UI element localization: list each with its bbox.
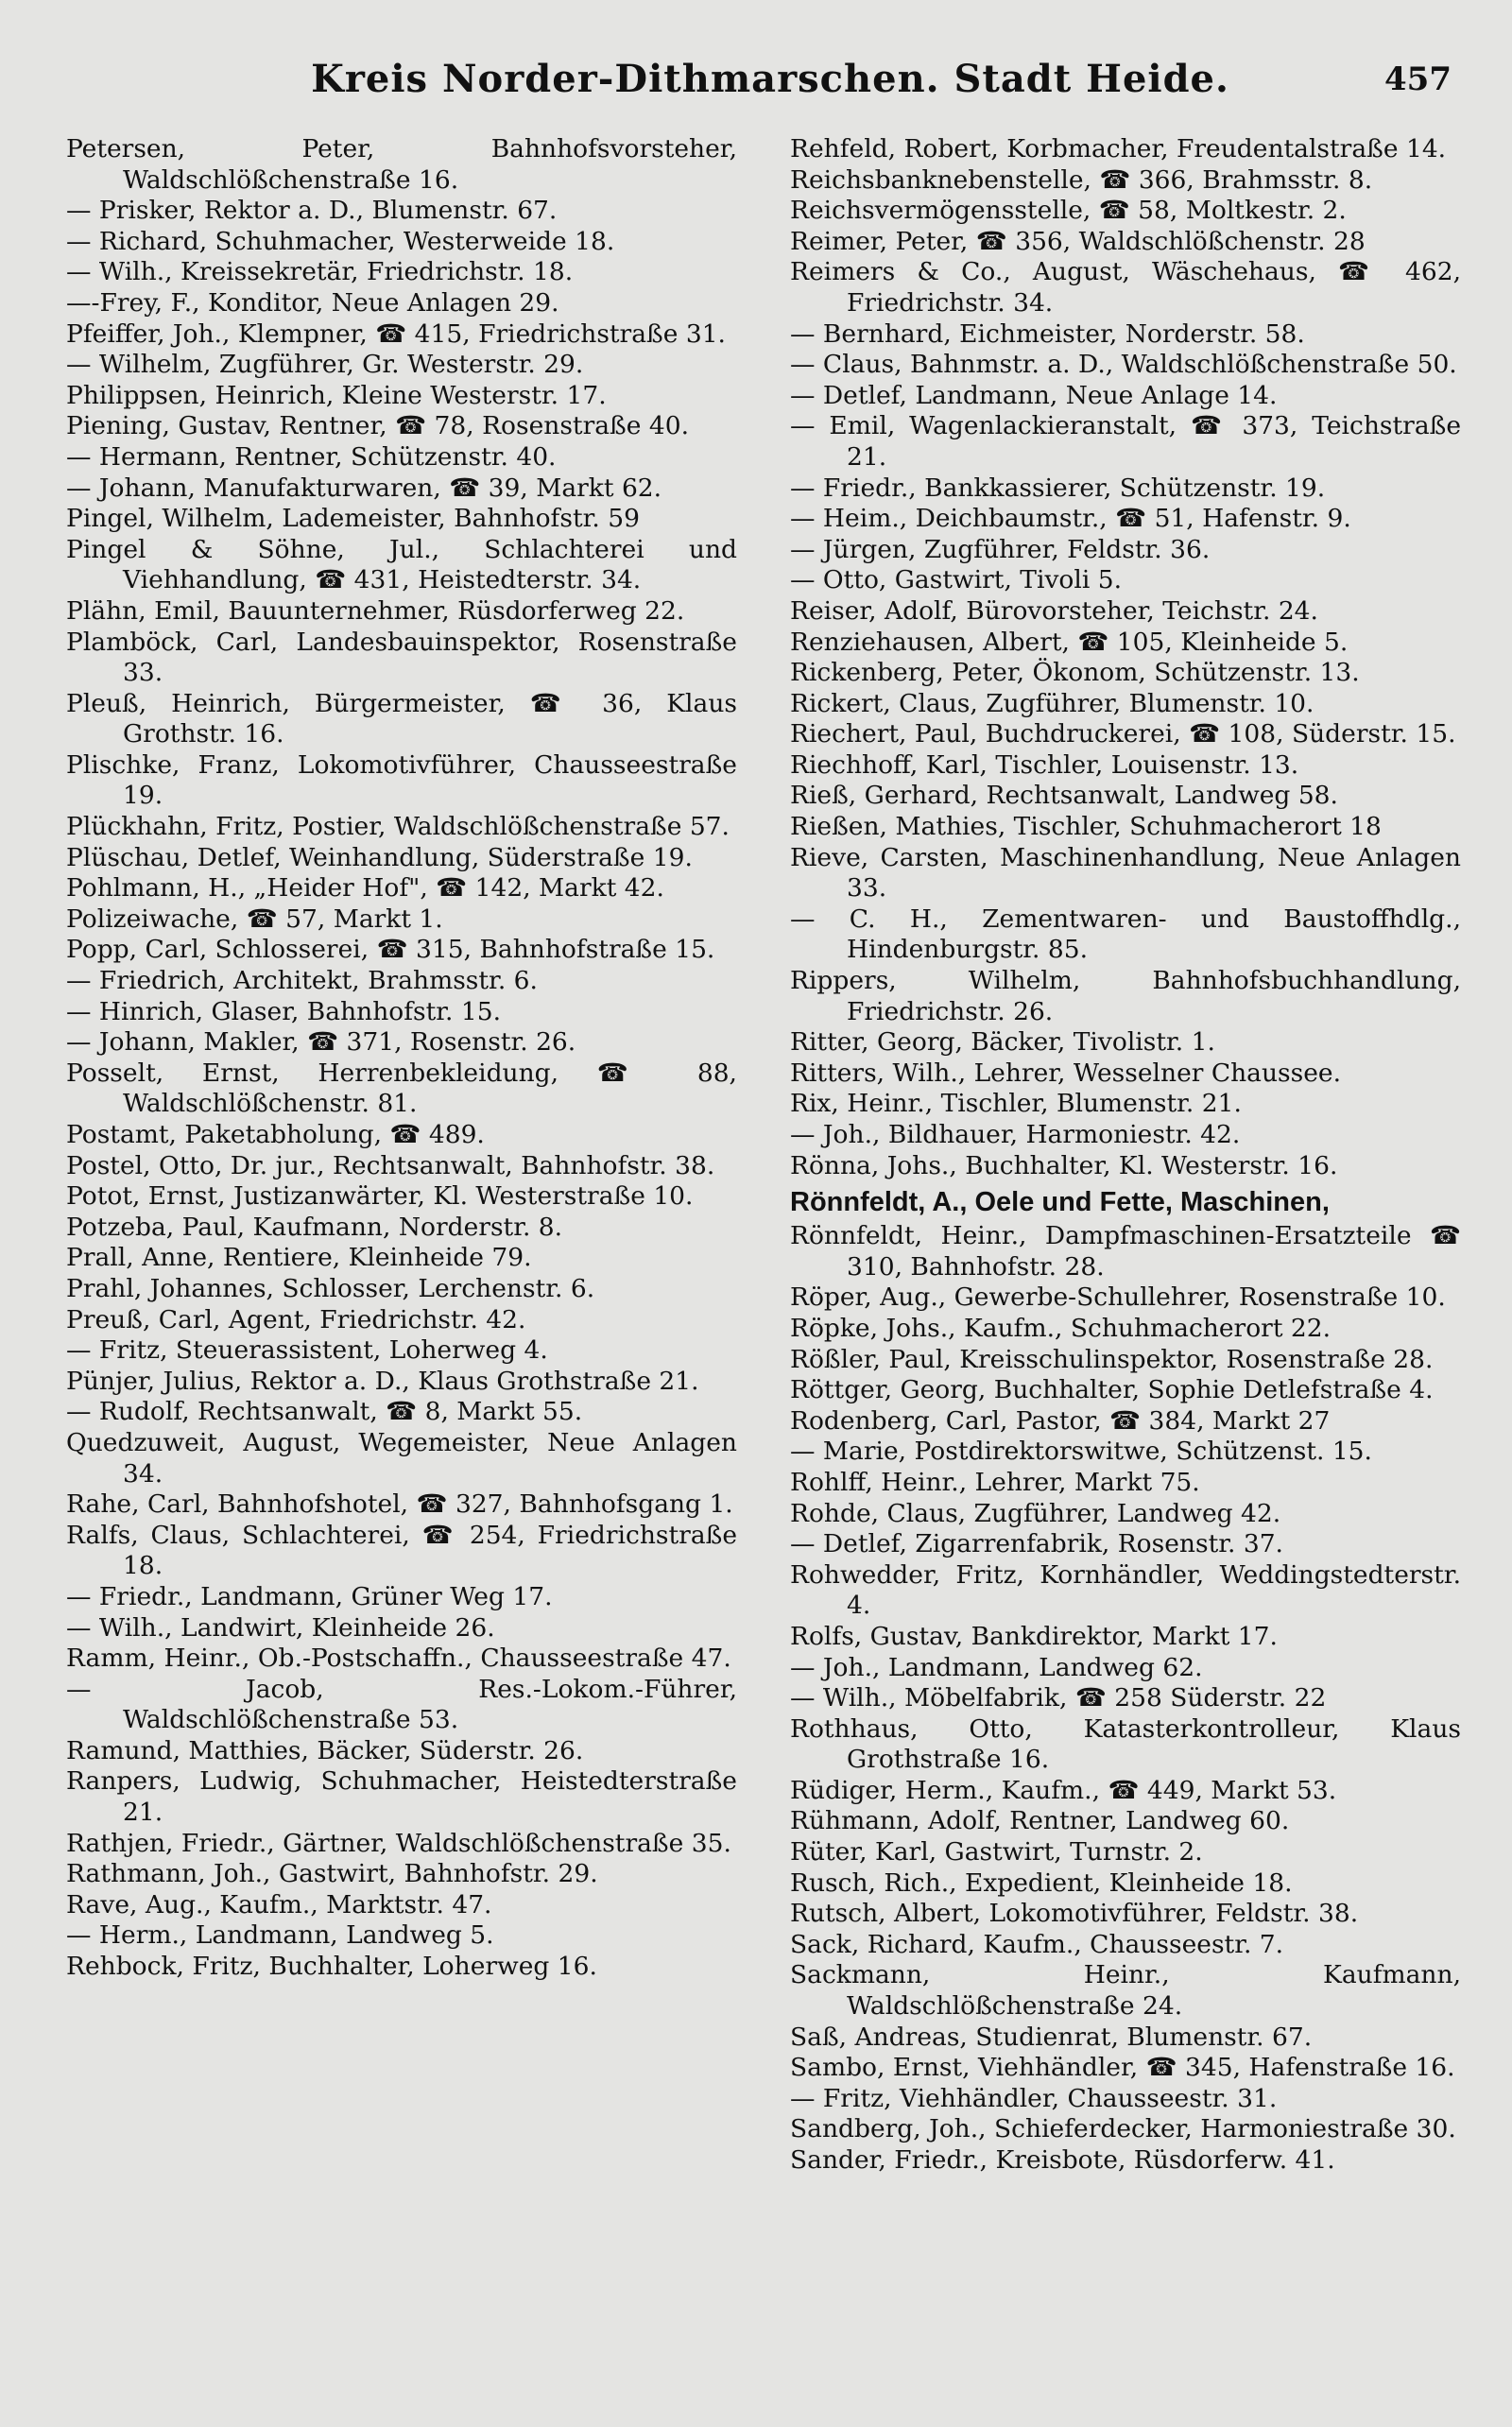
- directory-entry: Sack, Richard, Kaufm., Chausseestr. 7.: [790, 1929, 1284, 1959]
- directory-entry: Reimer, Peter, ☎ 356, Waldschlößchenstr. 28: [790, 226, 1366, 256]
- directory-entry: Rießen, Mathies, Tischler, Schuhmacherort 18: [790, 812, 1382, 842]
- directory-entry: Rodenberg, Carl, Pastor, ☎ 384, Markt 27: [790, 1405, 1331, 1436]
- directory-entry: Röper, Aug., Gewerbe-Schullehrer, Rosenstraße 10.: [790, 1282, 1446, 1313]
- directory-entry: — C. H., Zementwaren- und Baustoffhdlg., Hindenburgstr. 85.: [790, 904, 1461, 965]
- directory-entry: — Joh., Bildhauer, Harmoniestr. 42.: [790, 1120, 1241, 1149]
- directory-entry: Rathmann, Joh., Gastwirt, Bahnhofstr. 29.: [66, 1859, 598, 1889]
- directory-entry: Pleuß, Heinrich, Bürgermeister, ☎ 36, Klaus Grothstr. 16.: [66, 688, 737, 749]
- directory-entry: Ramm, Heinr., Ob.-Postschaffn., Chausseestraße 47.: [66, 1644, 731, 1674]
- directory-entry: Ramund, Matthies, Bäcker, Süderstr. 26.: [66, 1735, 584, 1765]
- directory-entry: Plamböck, Carl, Landesbauinspektor, Rosenstraße 33.: [66, 627, 737, 688]
- directory-entry: — Rudolf, Rechtsanwalt, ☎ 8, Markt 55.: [66, 1397, 583, 1427]
- directory-entry: Rolfs, Gustav, Bankdirektor, Markt 17.: [790, 1621, 1278, 1651]
- directory-entry: Plückhahn, Fritz, Postier, Waldschlößchenstraße 57.: [66, 812, 730, 842]
- directory-entry: Prall, Anne, Rentiere, Kleinheide 79.: [66, 1243, 532, 1273]
- directory-entry: Ralfs, Claus, Schlachterei, ☎ 254, Friedrichstraße 18.: [66, 1520, 737, 1581]
- directory-entry: Rathjen, Friedr., Gärtner, Waldschlößchenstraße 35.: [66, 1828, 731, 1858]
- directory-entry: — Marie, Postdirektorswitwe, Schützenst. 15.: [790, 1437, 1372, 1467]
- directory-entry: Preuß, Carl, Agent, Friedrichstr. 42.: [66, 1304, 526, 1334]
- directory-entry: — Friedr., Landmann, Grüner Weg 17.: [66, 1581, 553, 1611]
- directory-entry: Rohlff, Heinr., Lehrer, Markt 75.: [790, 1467, 1200, 1497]
- directory-entry: Rieß, Gerhard, Rechtsanwalt, Landweg 58.: [790, 781, 1338, 811]
- directory-entry: —-Frey, F., Konditor, Neue Anlagen 29.: [66, 287, 559, 318]
- directory-columns: [66, 134, 1474, 2177]
- directory-entry: Rönna, Johs., Buchhalter, Kl. Westerstr. 16.: [790, 1150, 1338, 1180]
- directory-entry: Polizeiwache, ☎ 57, Markt 1.: [66, 904, 443, 934]
- directory-entry: Sambo, Ernst, Viehhändler, ☎ 345, Hafenstraße 16.: [790, 2053, 1455, 2083]
- directory-entry: Rusch, Rich., Expedient, Kleinheide 18.: [790, 1868, 1293, 1898]
- directory-entry: Reichsbanknebenstelle, ☎ 366, Brahmsstr. 8.: [790, 164, 1373, 195]
- directory-entry: — Bernhard, Eichmeister, Norderstr. 58.: [790, 318, 1305, 349]
- directory-entry: Postel, Otto, Dr. jur., Rechtsanwalt, Bahnhofstr. 38.: [66, 1150, 715, 1180]
- directory-entry: — Johann, Manufakturwaren, ☎ 39, Markt 62.: [66, 473, 662, 503]
- directory-entry: — Detlef, Zigarrenfabrik, Rosenstr. 37.: [790, 1529, 1283, 1559]
- directory-entry: Rothhaus, Otto, Katasterkontrolleur, Klaus Grothstraße 16.: [790, 1713, 1461, 1775]
- directory-entry: Rutsch, Albert, Lokomotivführer, Feldstr. 38.: [790, 1899, 1359, 1929]
- directory-entry: Rave, Aug., Kaufm., Marktstr. 47.: [66, 1889, 492, 1919]
- directory-entry: Rüdiger, Herm., Kaufm., ☎ 449, Markt 53.: [790, 1775, 1337, 1805]
- directory-entry: Riechert, Paul, Buchdruckerei, ☎ 108, Süderstr. 15.: [790, 719, 1456, 749]
- page-header: [66, 49, 1474, 134]
- left-column: [66, 134, 737, 2177]
- directory-entry: Rönnfeldt, Heinr., Dampfmaschinen-Ersatzteile ☎ 310, Bahnhofstr. 28.: [790, 1221, 1461, 1282]
- directory-entry: Riechhoff, Karl, Tischler, Louisenstr. 13.: [790, 749, 1299, 780]
- directory-entry: Potot, Ernst, Justizanwärter, Kl. Westerstraße 10.: [66, 1181, 694, 1212]
- directory-entry: Rößler, Paul, Kreisschulinspektor, Rosenstraße 28.: [790, 1344, 1434, 1374]
- directory-entry: — Prisker, Rektor a. D., Blumenstr. 67.: [66, 196, 558, 226]
- directory-entry: Rüter, Karl, Gastwirt, Turnstr. 2.: [790, 1837, 1203, 1868]
- directory-entry: Ritter, Georg, Bäcker, Tivolistr. 1.: [790, 1027, 1215, 1058]
- directory-entry: Pingel & Söhne, Jul., Schlachterei und Viehhandlung, ☎ 431, Heistedterstr. 34.: [66, 534, 737, 595]
- right-column: [790, 134, 1461, 2177]
- directory-entry: Ritters, Wilh., Lehrer, Wesselner Chaussee.: [790, 1058, 1342, 1088]
- directory-entry: — Johann, Makler, ☎ 371, Rosenstr. 26.: [66, 1027, 576, 1058]
- directory-entry: Saß, Andreas, Studienrat, Blumenstr. 67.: [790, 2022, 1313, 2052]
- directory-entry: Postamt, Paketabholung, ☎ 489.: [66, 1120, 485, 1149]
- directory-entry: — Fritz, Steuerassistent, Loherweg 4.: [66, 1335, 548, 1366]
- page-title: Kreis Norder-Dithmarschen. Stadt Heide.: [311, 57, 1229, 101]
- directory-entry: Pfeiffer, Joh., Klempner, ☎ 415, Friedrichstraße 31.: [66, 318, 726, 349]
- directory-entry: Rickert, Claus, Zugführer, Blumenstr. 10.: [790, 688, 1314, 718]
- directory-entry: Ranpers, Ludwig, Schuhmacher, Heistedterstraße 21.: [66, 1766, 737, 1828]
- directory-entry: Reiser, Adolf, Bürovorsteher, Teichstr. 24.: [790, 595, 1318, 626]
- directory-entry: Rippers, Wilhelm, Bahnhofsbuchhandlung, Friedrichstr. 26.: [790, 966, 1461, 1026]
- directory-entry: Pohlmann, H., „Heider Hof", ☎ 142, Markt 42.: [66, 873, 664, 904]
- directory-entry: — Jacob, Res.-Lokom.-Führer, Waldschlößchenstraße 53.: [66, 1674, 737, 1735]
- directory-entry: Plähn, Emil, Bauunternehmer, Rüsdorferweg 22.: [66, 595, 685, 626]
- directory-entry: Renziehausen, Albert, ☎ 105, Kleinheide 5.: [790, 627, 1349, 657]
- directory-entry: Quedzuweit, August, Wegemeister, Neue Anlagen 34.: [66, 1427, 737, 1489]
- directory-entry: Pünjer, Julius, Rektor a. D., Klaus Grothstraße 21.: [66, 1366, 699, 1396]
- directory-entry: — Hermann, Rentner, Schützenstr. 40.: [66, 441, 557, 472]
- directory-entry: Sackmann, Heinr., Kaufmann, Waldschlößchenstraße 24.: [790, 1960, 1461, 2022]
- directory-entry: Rickenberg, Peter, Ökonom, Schützenstr. 13.: [790, 658, 1360, 688]
- directory-entry: — Richard, Schuhmacher, Westerweide 18.: [66, 226, 615, 256]
- directory-entry: — Claus, Bahnmstr. a. D., Waldschlößchenstraße 50.: [790, 350, 1457, 380]
- directory-entry: Sandberg, Joh., Schieferdecker, Harmoniestraße 30.: [790, 2114, 1456, 2144]
- directory-entry: Sander, Friedr., Kreisbote, Rüsdorferw. 41.: [790, 2145, 1335, 2175]
- directory-entry: Röttger, Georg, Buchhalter, Sophie Detlefstraße 4.: [790, 1375, 1434, 1405]
- page-number: 457: [1384, 60, 1452, 98]
- directory-entry: Rahe, Carl, Bahnhofshotel, ☎ 327, Bahnhofsgang 1.: [66, 1489, 733, 1520]
- directory-entry: — Jürgen, Zugführer, Feldstr. 36.: [790, 534, 1211, 564]
- directory-entry: Potzeba, Paul, Kaufmann, Norderstr. 8.: [66, 1212, 563, 1242]
- directory-entry: — Friedr., Bankkassierer, Schützenstr. 19.: [790, 473, 1326, 503]
- directory-entry: — Wilh., Möbelfabrik, ☎ 258 Süderstr. 22: [790, 1683, 1327, 1713]
- directory-entry: Pingel, Wilhelm, Lademeister, Bahnhofstr. 59: [66, 504, 640, 534]
- directory-entry: Piening, Gustav, Rentner, ☎ 78, Rosenstraße 40.: [66, 411, 689, 441]
- directory-entry: Posselt, Ernst, Herrenbekleidung, ☎ 88, Waldschlößchenstr. 81.: [66, 1058, 737, 1119]
- directory-entry: Popp, Carl, Schlosserei, ☎ 315, Bahnhofstraße 15.: [66, 935, 715, 965]
- directory-entry: Prahl, Johannes, Schlosser, Lerchenstr. 6.: [66, 1273, 595, 1303]
- directory-entry: — Fritz, Viehhändler, Chausseestr. 31.: [790, 2083, 1278, 2113]
- directory-entry: — Heim., Deichbaumstr., ☎ 51, Hafenstr. 9.: [790, 504, 1351, 534]
- directory-entry: Rohwedder, Fritz, Kornhändler, Weddingstedterstr. 4.: [790, 1559, 1461, 1621]
- directory-entry: Rieve, Carsten, Maschinenhandlung, Neue Anlagen 33.: [790, 842, 1461, 904]
- directory-entry: Rehbock, Fritz, Buchhalter, Loherweg 16.: [66, 1952, 597, 1982]
- directory-entry: — Wilh., Kreissekretär, Friedrichstr. 18.: [66, 257, 574, 287]
- directory-entry: Rehfeld, Robert, Korbmacher, Freudentalstraße 14.: [790, 134, 1447, 164]
- directory-entry: Rühmann, Adolf, Rentner, Landweg 60.: [790, 1806, 1290, 1836]
- directory-entry: — Emil, Wagenlackieranstalt, ☎ 373, Teichstraße 21.: [790, 411, 1461, 472]
- directory-entry: Reichsvermögensstelle, ☎ 58, Moltkestr. 2.: [790, 196, 1347, 226]
- directory-entry: — Detlef, Landmann, Neue Anlage 14.: [790, 380, 1278, 410]
- directory-entry: — Herm., Landmann, Landweg 5.: [66, 1920, 494, 1951]
- directory-entry: — Wilh., Landwirt, Kleinheide 26.: [66, 1612, 495, 1643]
- directory-entry: Röpke, Johs., Kaufm., Schuhmacherort 22.: [790, 1313, 1332, 1343]
- directory-entry: — Wilhelm, Zugführer, Gr. Westerstr. 29.: [66, 350, 584, 380]
- directory-entry: Rohde, Claus, Zugführer, Landweg 42.: [790, 1498, 1281, 1528]
- directory-entry: Reimers & Co., August, Wäschehaus, ☎ 462, Friedrichstr. 34.: [790, 257, 1461, 318]
- directory-entry: Plüschau, Detlef, Weinhandlung, Süderstraße 19.: [66, 842, 693, 872]
- directory-entry: — Hinrich, Glaser, Bahnhofstr. 15.: [66, 996, 502, 1026]
- directory-entry: — Otto, Gastwirt, Tivoli 5.: [790, 565, 1123, 595]
- directory-entry: — Friedrich, Architekt, Brahmsstr. 6.: [66, 966, 538, 996]
- directory-entry: Rix, Heinr., Tischler, Blumenstr. 21.: [790, 1089, 1242, 1119]
- directory-entry: Rönnfeldt, A., Oele und Fette, Maschinen,: [790, 1187, 1330, 1218]
- directory-entry: — Joh., Landmann, Landweg 62.: [790, 1652, 1203, 1682]
- directory-entry: Petersen, Peter, Bahnhofsvorsteher, Waldschlößchenstraße 16.: [66, 134, 737, 195]
- directory-entry: Plischke, Franz, Lokomotivführer, Chausseestraße 19.: [66, 749, 737, 811]
- directory-entry: Philippsen, Heinrich, Kleine Westerstr. 17.: [66, 380, 607, 410]
